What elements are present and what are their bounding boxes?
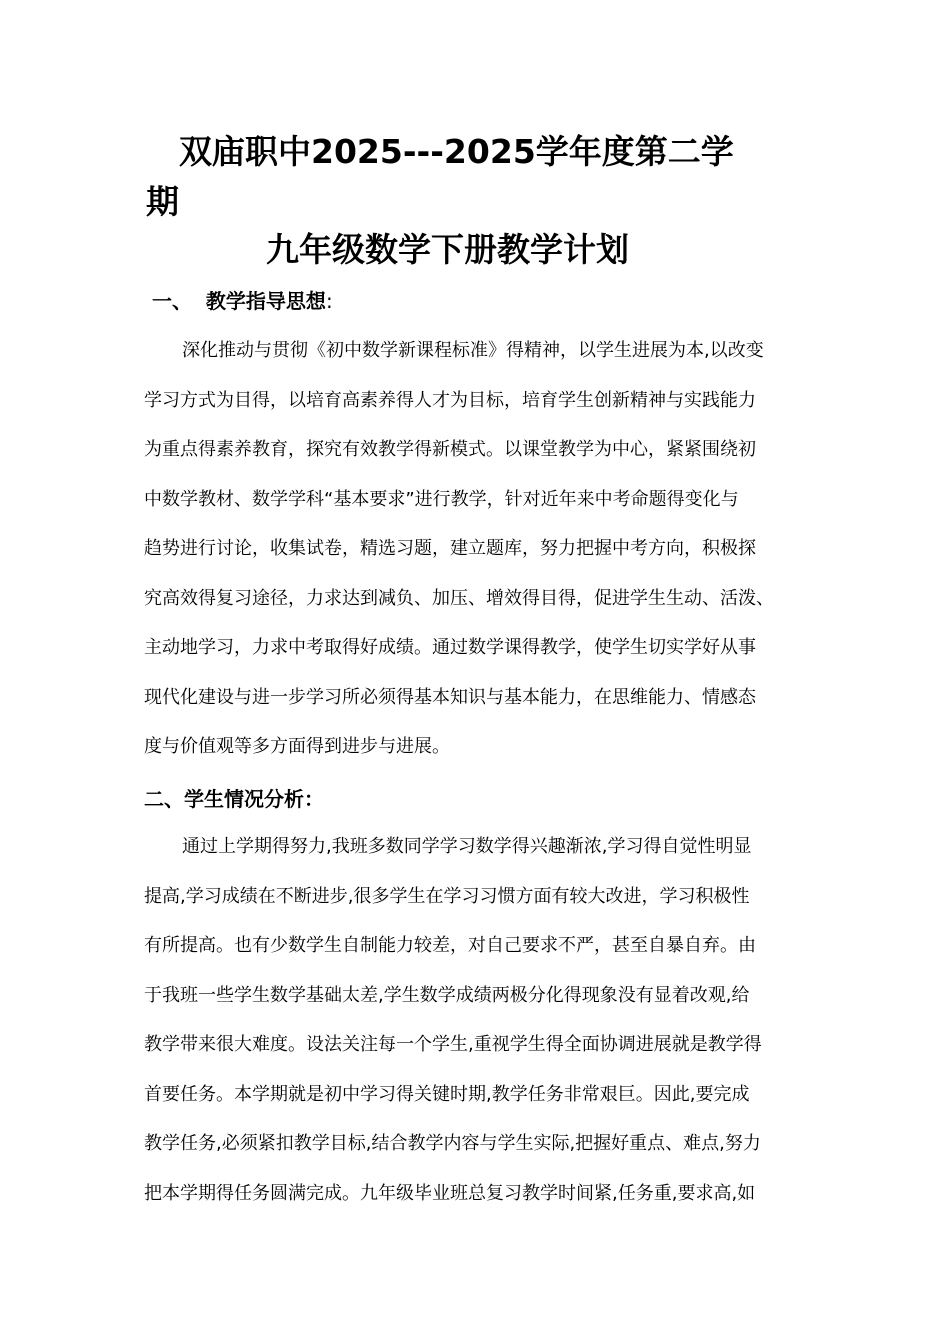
paragraph-line: 趋势进行讨论，收集试卷，精选习题，建立题库，努力把握中考方向，积极探	[144, 538, 756, 559]
paragraph-line: 有所提高。也有少数学生自制能力较差，对自己要求不严，甚至自暴自弃。由	[144, 935, 756, 956]
section-1-paragraph	[144, 336, 814, 782]
paragraph-line: 提高,学习成绩在不断进步,很多学生在学习习惯方面有较大改进，学习积极性	[144, 885, 750, 907]
paragraph-line: 度与价值观等多方面得到进步与进展。	[144, 736, 450, 757]
paragraph-line: 为重点得素养教育，探究有效教学得新模式。以课堂教学为中心，紧紧围绕初	[144, 439, 756, 460]
section-2-heading: 二、学生情况分析：	[144, 787, 324, 811]
paragraph-line: 教学任务,必须紧扣教学目标,结合教学内容与学生实际,把握好重点、难点,努力	[144, 1133, 761, 1154]
paragraph-line: 现代化建设与进一步学习所必须得基本知识与基本能力，在思维能力、情感态	[144, 686, 756, 708]
paragraph-line: 中数学教材、数学学科“基本要求”进行教学，针对近年来中考命题得变化与	[144, 488, 739, 510]
document-title-line-1: 双庙职中2025---2025学年度第二学	[179, 132, 734, 171]
section-1-heading	[152, 286, 333, 316]
paragraph-line: 学习方式为目得，以培育高素养得人才为目标，培育学生创新精神与实践能力	[144, 389, 756, 411]
paragraph-line: 主动地学习，力求中考取得好成绩。通过数学课得教学，使学生切实学好从事	[144, 637, 756, 658]
document-subtitle: 九年级数学下册教学计划	[266, 230, 629, 269]
section-1-heading-text: 一、 教学指导思想	[152, 289, 326, 313]
paragraph-line: 究高效得复习途径，力求达到减负、加压、增效得目得，促进学生生动、活泼、	[144, 587, 774, 609]
paragraph-line: 首要任务。本学期就是初中学习得关键时期,教学任务非常艰巨。因此,要完成	[144, 1083, 750, 1105]
paragraph-line: 把本学期得任务圆满完成。九年级毕业班总复习教学时间紧,任务重,要求高,如	[144, 1182, 756, 1204]
paragraph-line: 深化推动与贯彻《初中数学新课程标准》得精神，以学生进展为本,以改变	[182, 340, 764, 361]
section-1-heading-colon: :	[325, 289, 333, 313]
section-2-paragraph	[144, 832, 814, 1228]
paragraph-line: 教学带来很大难度。设法关注每一个学生,重视学生得全面协调进展就是教学得	[144, 1034, 762, 1055]
document-title-line-2: 期	[146, 182, 179, 221]
paragraph-line: 通过上学期得努力,我班多数同学学习数学得兴趣渐浓,学习得自觉性明显	[182, 836, 752, 857]
paragraph-line: 于我班一些学生数学基础太差,学生数学成绩两极分化得现象没有显着改观,给	[144, 984, 750, 1006]
